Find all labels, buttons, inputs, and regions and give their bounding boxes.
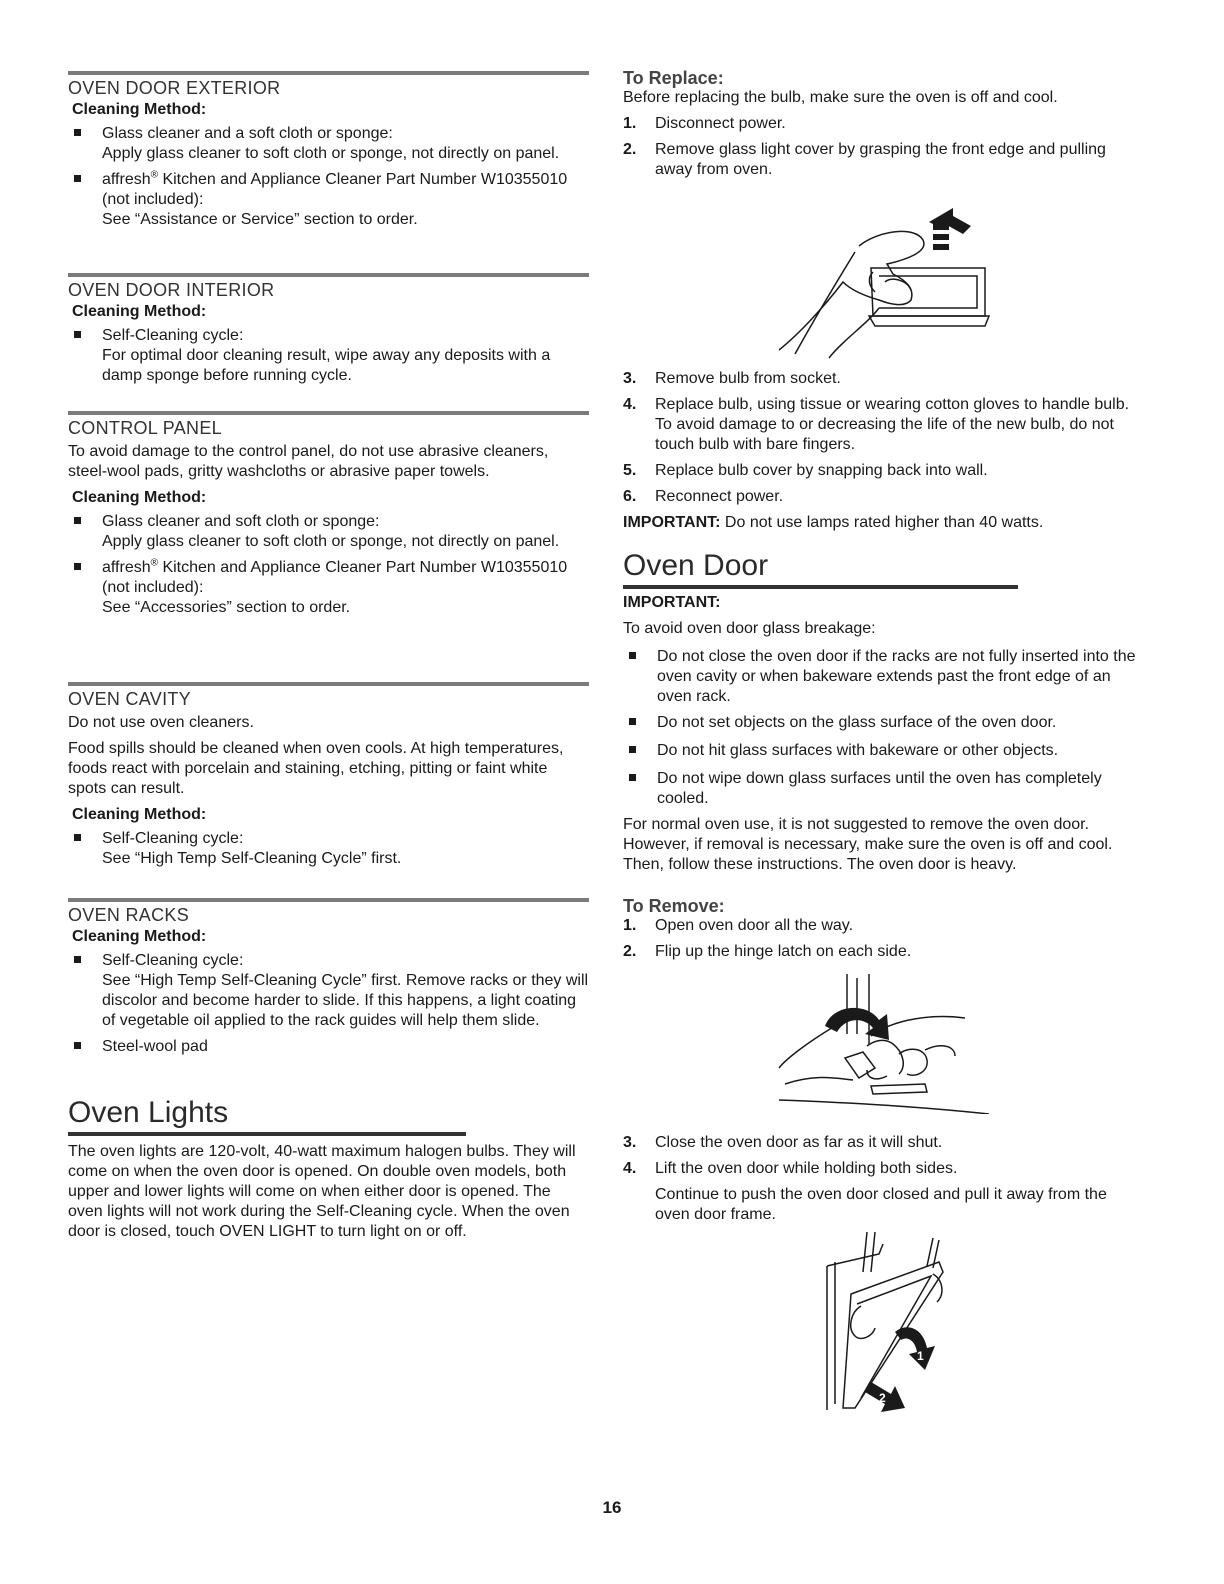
list-item (623, 769, 1143, 809)
heading-rule (623, 585, 1018, 589)
list-item (623, 369, 1143, 389)
step-text: Remove bulb from socket. (655, 370, 841, 387)
heading-rule (68, 1132, 466, 1136)
cover-inner (879, 276, 977, 308)
bullet-detail: See “Assistance or Service” section to order. (102, 211, 418, 228)
step-text: Flip up the hinge latch on each side. (655, 943, 912, 960)
door-lift-illustration (821, 1232, 951, 1416)
section-oven-lights (68, 1096, 589, 1248)
list-item (623, 1133, 1143, 1153)
cleaning-method-label: Cleaning Method: (72, 489, 207, 506)
frame-line (779, 1100, 989, 1114)
step-text: Replace bulb, using tissue or wearing cotton gloves to handle bulb. To avoid damage to or decreasing the life of the new bulb, do not touch bulb with bare fingers. (655, 396, 1130, 453)
brand-name: affresh (102, 559, 151, 576)
important-text: Do not use lamps rated higher than 40 watts. (720, 514, 1044, 531)
latch-body (845, 1052, 875, 1078)
list-item (68, 1037, 589, 1057)
section-title: OVEN DOOR EXTERIOR (68, 78, 281, 98)
bullet-text (102, 558, 589, 598)
step-number: 2. (623, 943, 637, 960)
step-text: Lift the oven door while holding both sides. (655, 1160, 958, 1177)
section-title: CONTROL PANEL (68, 418, 222, 438)
page-number: 16 (602, 1498, 622, 1517)
push-arrow-icon (865, 1382, 905, 1412)
pull-arrow-icon (929, 208, 971, 250)
registered-mark: ® (150, 557, 158, 569)
bullet-detail: See “High Temp Self-Cleaning Cycle” first. (102, 850, 402, 867)
paragraph: Before replacing the bulb, make sure the oven is off and cool. (623, 89, 1058, 106)
list-item (68, 512, 589, 552)
paragraph: For normal oven use, it is not suggested to remove the oven door. However, if removal is necessary, make sure the oven is off and cool. Then, follow these instructions. The oven door is heavy. (623, 816, 1113, 873)
cleaning-method-label: Cleaning Method: (72, 101, 207, 118)
important-note (623, 513, 1143, 533)
bullet-text: Glass cleaner and a soft cloth or sponge: (102, 125, 393, 142)
step-number: 3. (623, 370, 637, 387)
bullet-text-rest: Kitchen and Appliance Cleaner Part Number W10355010 (not included): (102, 171, 568, 208)
section-oven-door-interior (68, 273, 589, 392)
subsection-title: To Replace: (623, 68, 724, 88)
step-number: 1. (623, 115, 637, 132)
bullet-text (102, 170, 589, 210)
step-number: 5. (623, 462, 637, 479)
bulb-cover-illustration (719, 208, 999, 360)
step-text: Replace bulb cover by snapping back into wall. (655, 462, 988, 479)
arm-line (795, 252, 855, 354)
step-text: Remove glass light cover by grasping the front edge and pulling away from oven. (655, 141, 1106, 178)
paragraph: Do not use oven cleaners. (68, 714, 254, 731)
door-outer (843, 1262, 943, 1408)
section-control-panel (68, 411, 589, 624)
cleaning-method-label: Cleaning Method: (72, 303, 207, 320)
important-label: IMPORTANT: (623, 594, 721, 611)
section-rule (68, 411, 589, 415)
cover-outline (871, 268, 985, 316)
step-marker-2: 2 (879, 1391, 886, 1405)
bullet-text: Do not hit glass surfaces with bakeware or other objects. (657, 742, 1059, 759)
section-oven-door-exterior (68, 71, 589, 236)
step-number: 4. (623, 1160, 637, 1177)
section-oven-cavity (68, 682, 589, 875)
step-number: 2. (623, 141, 637, 158)
section-to-remove (623, 896, 1143, 968)
bullet-text: Do not set objects on the glass surface of the oven door. (657, 714, 1057, 731)
hinge-latch-illustration (775, 974, 993, 1114)
bullet-detail: For optimal door cleaning result, wipe away any deposits with a damp sponge before running cycle. (102, 347, 551, 384)
list-item (68, 829, 589, 869)
slot (871, 1084, 927, 1094)
door-curve (779, 1026, 835, 1068)
list-item (68, 124, 589, 164)
cleaning-method-label: Cleaning Method: (72, 806, 207, 823)
bullet-text: Self-Cleaning cycle: (102, 830, 244, 847)
step-text: Close the oven door as far as it will shut. (655, 1134, 943, 1151)
bullet-text: Self-Cleaning cycle: (102, 327, 244, 344)
list-item (623, 1159, 1143, 1179)
bullet-text: Do not close the oven door if the racks are not fully inserted into the oven cavity or when bakeware extends past the front edge of an oven rack. (657, 648, 1136, 705)
paragraph: To avoid oven door glass breakage: (623, 620, 876, 637)
paragraph: The oven lights are 120-volt, 40-watt maximum halogen bulbs. They will come on when the oven door is opened. On double oven models, both upper and lower lights will come on when either door is opened. The oven lights will not work during the Self-Cleaning cycle. When the oven door is closed, touch OVEN LIGHT to turn light on or off. (68, 1143, 576, 1240)
section-intro: To avoid damage to the control panel, do not use abrasive cleaners, steel-wool pads, gritty washcloths or abrasive paper towels. (68, 443, 549, 480)
list-item (623, 942, 1143, 962)
section-oven-racks (68, 898, 589, 1063)
bullet-detail: See “High Temp Self-Cleaning Cycle” first. Remove racks or they will discolor and become harder to slide. If this happens, a light coating of vegetable oil applied to the rack guides will help them slide. (102, 972, 589, 1029)
section-rule (68, 71, 589, 75)
cleaning-method-label: Cleaning Method: (72, 928, 207, 945)
bullet-detail: See “Accessories” section to order. (102, 599, 351, 616)
list-item (623, 461, 1143, 481)
section-rule (68, 273, 589, 277)
list-item (623, 395, 1143, 455)
important-label: IMPORTANT: (623, 514, 721, 531)
list-item (623, 487, 1143, 507)
list-item (68, 170, 589, 230)
step-text: Reconnect power. (655, 488, 784, 505)
bullet-detail: Apply glass cleaner to soft cloth or sponge, not directly on panel. (102, 145, 560, 162)
step-continuation: Continue to push the oven door closed and pull it away from the oven door frame. (655, 1186, 1107, 1223)
brand-name: affresh (102, 171, 151, 188)
bullet-text: Do not wipe down glass surfaces until the oven has completely cooled. (657, 770, 1102, 807)
bullet-text-rest: Kitchen and Appliance Cleaner Part Number W10355010 (not included): (102, 559, 568, 596)
section-heading: Oven Door (623, 549, 769, 582)
list-item (68, 326, 589, 386)
step-number: 6. (623, 488, 637, 505)
remove-steps-continued (623, 1133, 1143, 1231)
section-rule (68, 898, 589, 902)
cover-base (869, 316, 989, 326)
list-item (623, 114, 1143, 134)
step-text: Open oven door all the way. (655, 917, 854, 934)
list-item (623, 713, 1143, 733)
list-item (623, 140, 1143, 180)
subsection-title: To Remove: (623, 896, 725, 916)
section-heading: Oven Lights (68, 1096, 229, 1129)
hand-right (933, 1274, 942, 1302)
list-item (68, 558, 589, 618)
replace-steps-continued (623, 369, 1143, 539)
bullet-text: Steel-wool pad (102, 1038, 208, 1055)
wrist-line (829, 308, 879, 358)
bullet-text: Glass cleaner and soft cloth or sponge: (102, 513, 380, 530)
section-oven-door (623, 549, 1143, 881)
list-item (68, 951, 589, 1031)
registered-mark: ® (150, 169, 158, 181)
hand-outline (779, 231, 924, 350)
section-title: OVEN DOOR INTERIOR (68, 280, 275, 300)
step-number: 1. (623, 917, 637, 934)
hand-finger (885, 279, 911, 290)
door-base (785, 1078, 853, 1085)
bullet-text: Self-Cleaning cycle: (102, 952, 244, 969)
section-title: OVEN CAVITY (68, 689, 191, 709)
bullet-detail: Apply glass cleaner to soft cloth or sponge, not directly on panel. (102, 533, 560, 550)
list-item (623, 647, 1143, 707)
list-item (623, 741, 1143, 761)
lift-arrow-icon (895, 1327, 935, 1370)
section-rule (68, 682, 589, 686)
hand-left (851, 1306, 875, 1338)
step-marker-1: 1 (917, 1349, 924, 1363)
hinge-arm (863, 1232, 939, 1272)
list-item (623, 916, 1143, 936)
step-text: Disconnect power. (655, 115, 786, 132)
paragraph: Food spills should be cleaned when oven cools. At high temperatures, foods react with porcelain and staining, etching, pitting or faint white spots can result. (68, 740, 564, 797)
step-number: 3. (623, 1134, 637, 1151)
step-number: 4. (623, 396, 637, 413)
section-to-replace (623, 68, 1143, 186)
section-title: OVEN RACKS (68, 905, 190, 925)
